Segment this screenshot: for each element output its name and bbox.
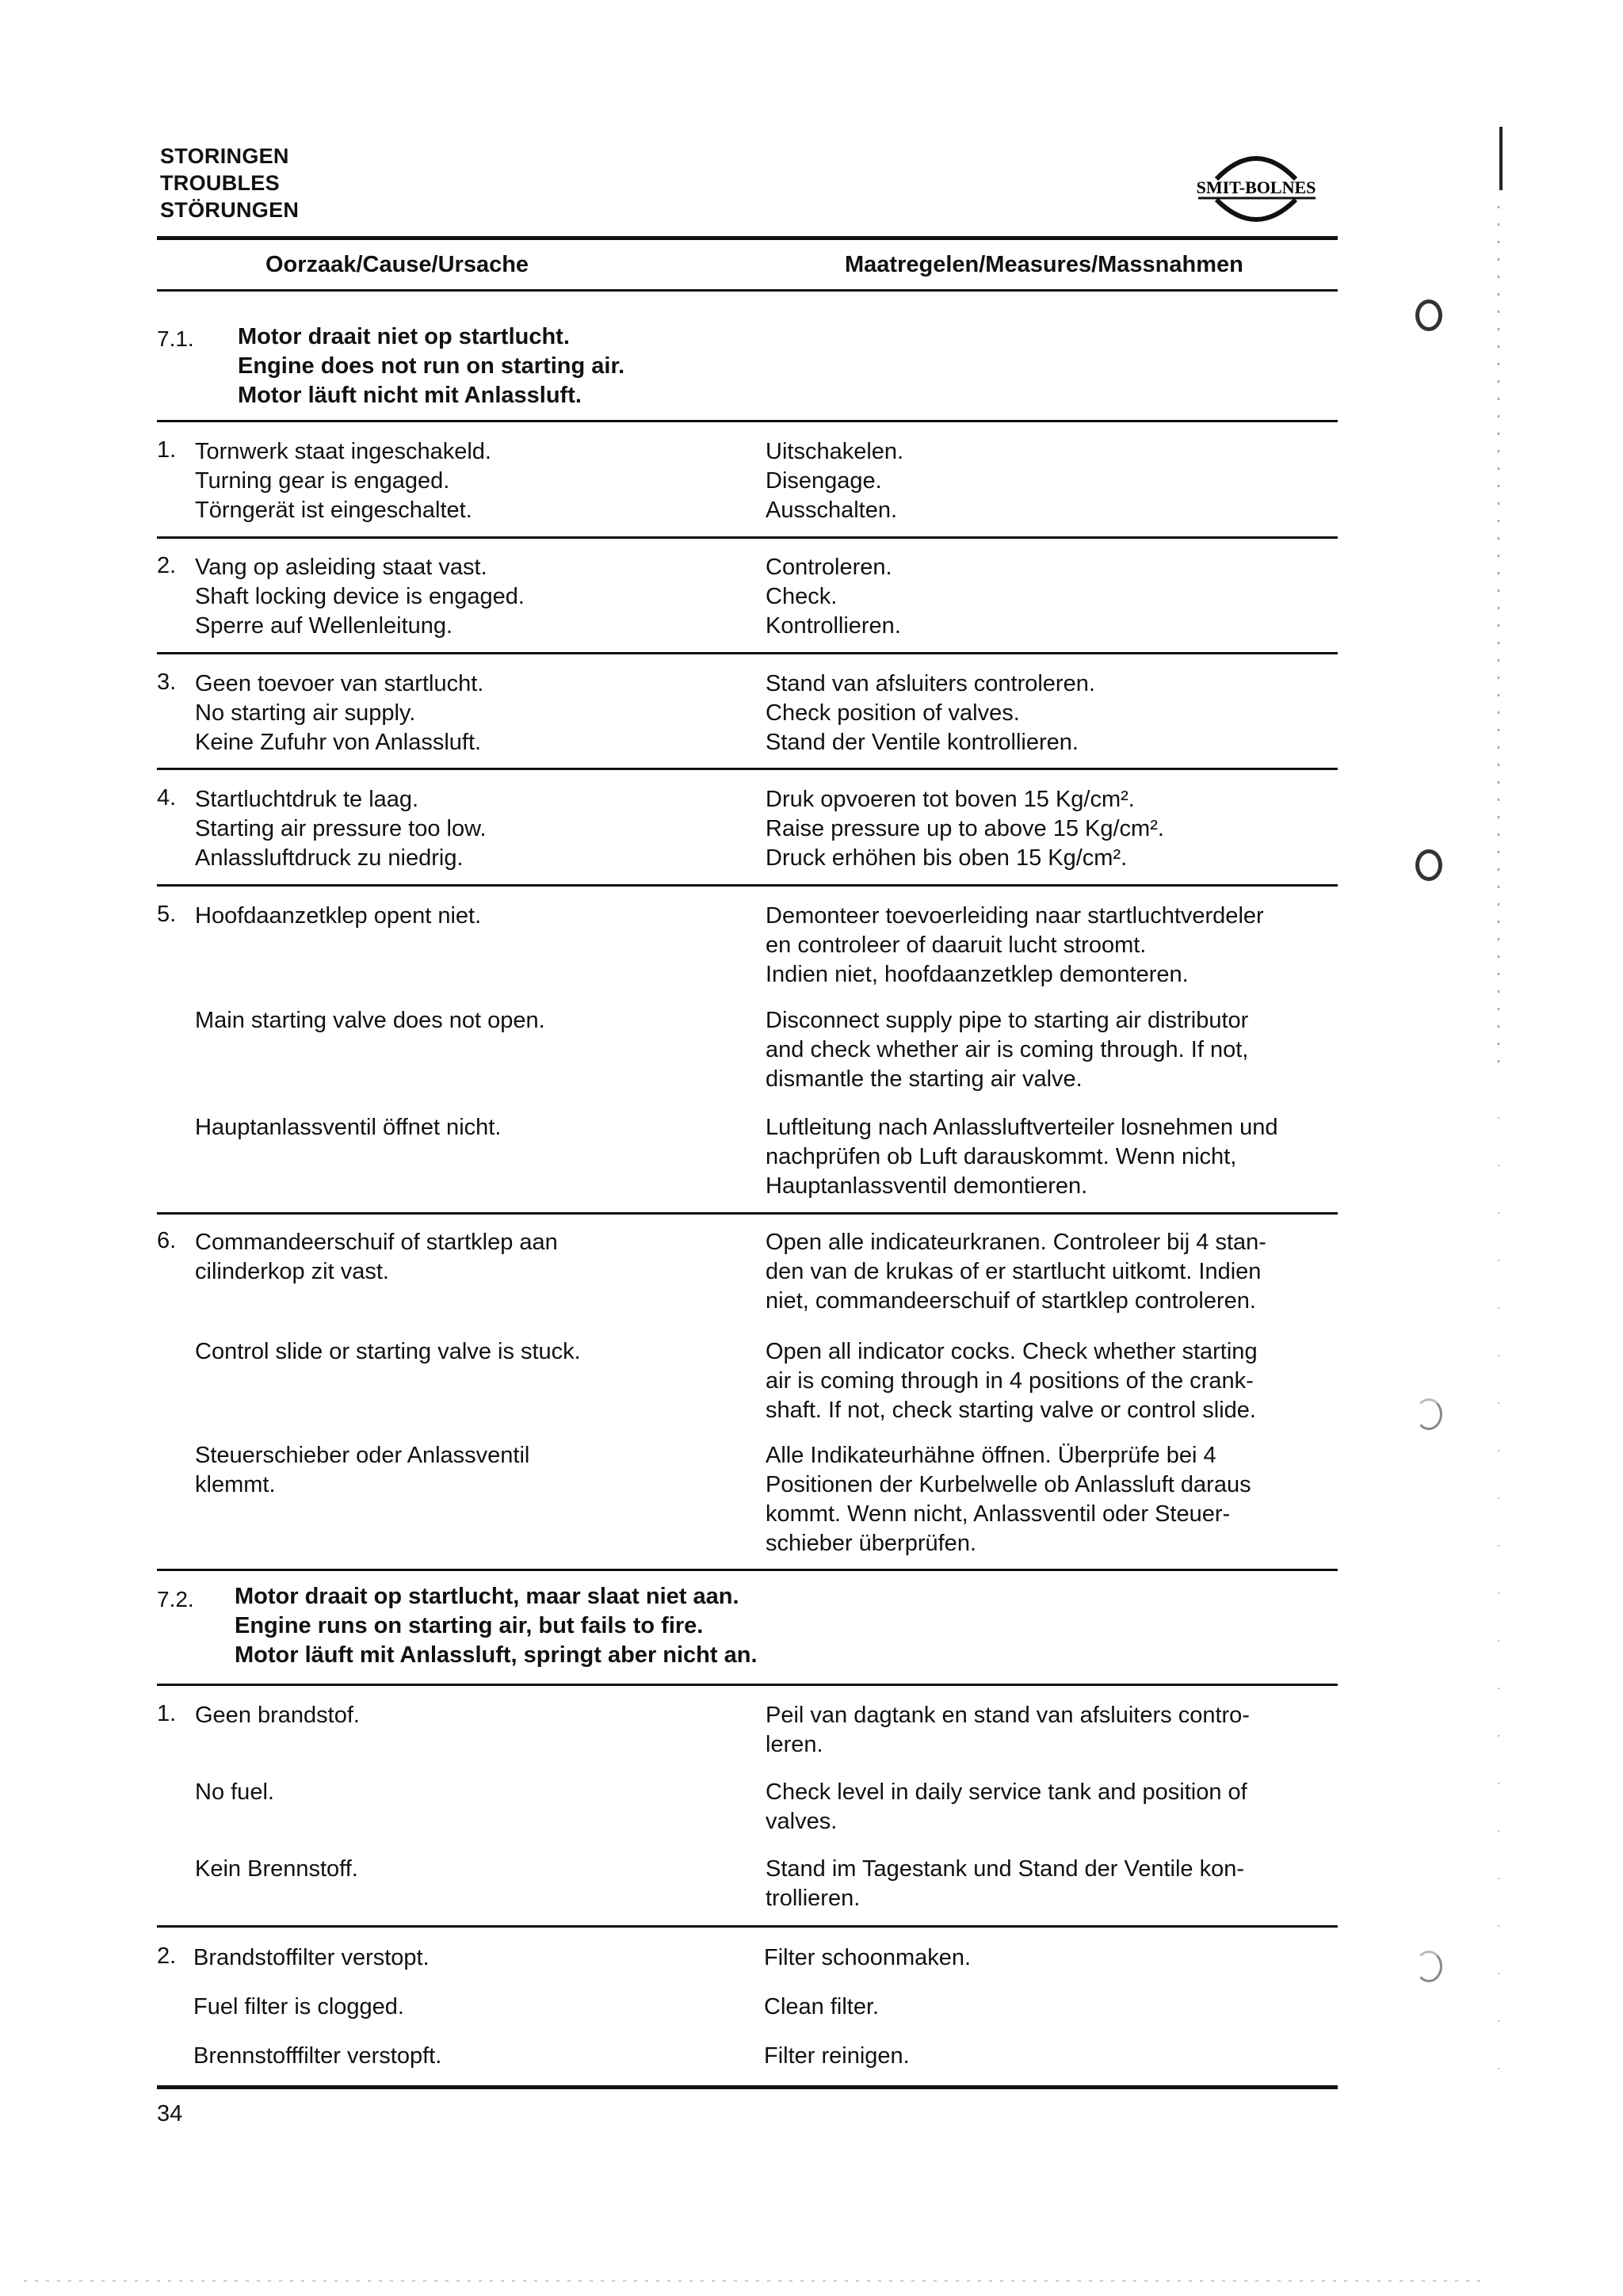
measure-text: Disconnect supply pipe to starting air distributor and check whether air is coming through. If not, dismantle the starting air valve.: [766, 1008, 1249, 1092]
cause-text: Steuerschieber oder Anlassventil klemmt.: [195, 1443, 530, 1497]
cause-text: Startluchtdruk te laag. Starting air pressure too low. Anlassluftdruck zu niedrig.: [195, 787, 487, 871]
cause-text: Tornwerk staat ingeschakeld. Turning gear is engaged. Törngerät ist eingeschaltet.: [195, 439, 491, 523]
measure-text: Stand van afsluiters controleren. Check position of valves. Stand der Ventile kontrollieren.: [766, 671, 1095, 755]
header-rule: [157, 236, 1338, 240]
footer-rule: [157, 2085, 1338, 2089]
section-number: 7.1.: [157, 326, 194, 351]
column-header-measures: Maatregelen/Measures/Massnahmen: [845, 252, 1243, 277]
measure-text: Check level in daily service tank and position of valves.: [766, 1779, 1247, 1834]
item-number: 6.: [157, 1228, 177, 1253]
binder-hole: [1415, 299, 1442, 331]
cause-text: Hoofdaanzetklep opent niet.: [195, 903, 482, 929]
section-title: Motor draait niet op startlucht. Engine does not run on starting air. Motor läuft nicht mit Anlassluft.: [238, 324, 625, 408]
item-number: 5.: [157, 902, 177, 927]
item-rule: [157, 768, 1338, 770]
item-number: 2.: [157, 1943, 177, 1969]
cause-text: Brandstoffilter verstopt.: [193, 1945, 430, 1970]
item-number: 3.: [157, 669, 177, 695]
section-rule: [157, 1684, 1338, 1686]
measure-text: Demonteer toevoerleiding naar startluchtverdeler en controleer of daaruit lucht stroomt. Indien niet, hoofdaanzetklep demonteren.: [766, 903, 1264, 987]
measure-text: Open all indicator cocks. Check whether starting air is coming through in 4 positions of the crank- shaft. If not, check starting valve or control slide.: [766, 1339, 1258, 1423]
header-title-nl: STORINGEN: [160, 144, 289, 168]
section-rule: [157, 1569, 1338, 1571]
cause-text: Control slide or starting valve is stuck.: [195, 1339, 581, 1364]
logo-text: SMIT-BOLNES: [1196, 177, 1316, 197]
item-number: 1.: [157, 1701, 177, 1726]
binder-hole: [1415, 1398, 1442, 1430]
item-rule: [157, 884, 1338, 887]
measure-text: Controleren. Check. Kontrollieren.: [766, 555, 901, 639]
cause-text: Hauptanlassventil öffnet nicht.: [195, 1115, 502, 1140]
section-title: Motor draait op startlucht, maar slaat niet aan. Engine runs on starting air, but fails to fire. Motor läuft mit Anlassluft, springt aber nicht an.: [235, 1584, 758, 1668]
cause-text: Commandeerschuif of startklep aan cilinderkop zit vast.: [195, 1230, 558, 1284]
scan-edge-marks: [1493, 119, 1504, 2115]
item-rule: [157, 1212, 1338, 1215]
measure-text: Peil van dagtank en stand van afsluiters contro- leren.: [766, 1703, 1250, 1757]
section-number: 7.2.: [157, 1587, 194, 1611]
binder-hole: [1415, 849, 1442, 881]
cause-text: No fuel.: [195, 1779, 274, 1805]
header-titles: [160, 143, 299, 223]
cause-text: Vang op asleiding staat vast. Shaft locking device is engaged. Sperre auf Wellenleitung.: [195, 555, 525, 639]
column-header-cause: Oorzaak/Cause/Ursache: [265, 252, 529, 277]
item-number: 2.: [157, 553, 177, 578]
measure-text: Filter reinigen.: [764, 2043, 910, 2069]
header-title-de: STÖRUNGEN: [160, 198, 300, 222]
smit-bolnes-logo: [1181, 147, 1331, 230]
measure-text: Filter schoonmaken.: [764, 1945, 972, 1970]
item-number: 4.: [157, 785, 177, 810]
column-header-rule: [157, 289, 1338, 292]
measure-text: Clean filter.: [764, 1994, 880, 2019]
cause-text: Kein Brennstoff.: [195, 1856, 358, 1882]
cause-text: Geen toevoer van startlucht. No starting air supply. Keine Zufuhr von Anlassluft.: [195, 671, 484, 755]
item-rule: [157, 652, 1338, 654]
section-rule: [157, 420, 1338, 422]
scan-bottom-edge: [24, 2280, 1482, 2282]
page-number: 34: [157, 2101, 183, 2126]
binder-hole: [1415, 1951, 1442, 1982]
header-title-en: TROUBLES: [160, 171, 280, 195]
measure-text: Open alle indicateurkranen. Controleer bij 4 stan- den van de krukas of er startlucht uitkomt. Indien niet, commandeerschuif of startklep controleren.: [766, 1230, 1266, 1314]
cause-text: Fuel filter is clogged.: [193, 1994, 404, 2019]
measure-text: Uitschakelen. Disengage. Ausschalten.: [766, 439, 904, 523]
item-number: 1.: [157, 437, 177, 463]
item-rule: [157, 1925, 1338, 1928]
cause-text: Brennstofffilter verstopft.: [193, 2043, 442, 2069]
measure-text: Luftleitung nach Anlassluftverteiler losnehmen und nachprüfen ob Luft darauskommt. Wenn nicht, Hauptanlassventil demontieren.: [766, 1115, 1278, 1199]
item-rule: [157, 536, 1338, 539]
measure-text: Stand im Tagestank und Stand der Ventile kon- trollieren.: [766, 1856, 1245, 1911]
cause-text: Main starting valve does not open.: [195, 1008, 545, 1033]
measure-text: Alle Indikateurhähne öffnen. Überprüfe bei 4 Positionen der Kurbelwelle ob Anlassluft daraus kommt. Wenn nicht, Anlassventil oder Steuer- schieber überprüfen.: [766, 1443, 1251, 1556]
cause-text: Geen brandstof.: [195, 1703, 360, 1728]
measure-text: Druk opvoeren tot boven 15 Kg/cm². Raise pressure up to above 15 Kg/cm². Druck erhöhen bis oben 15 Kg/cm².: [766, 787, 1164, 871]
